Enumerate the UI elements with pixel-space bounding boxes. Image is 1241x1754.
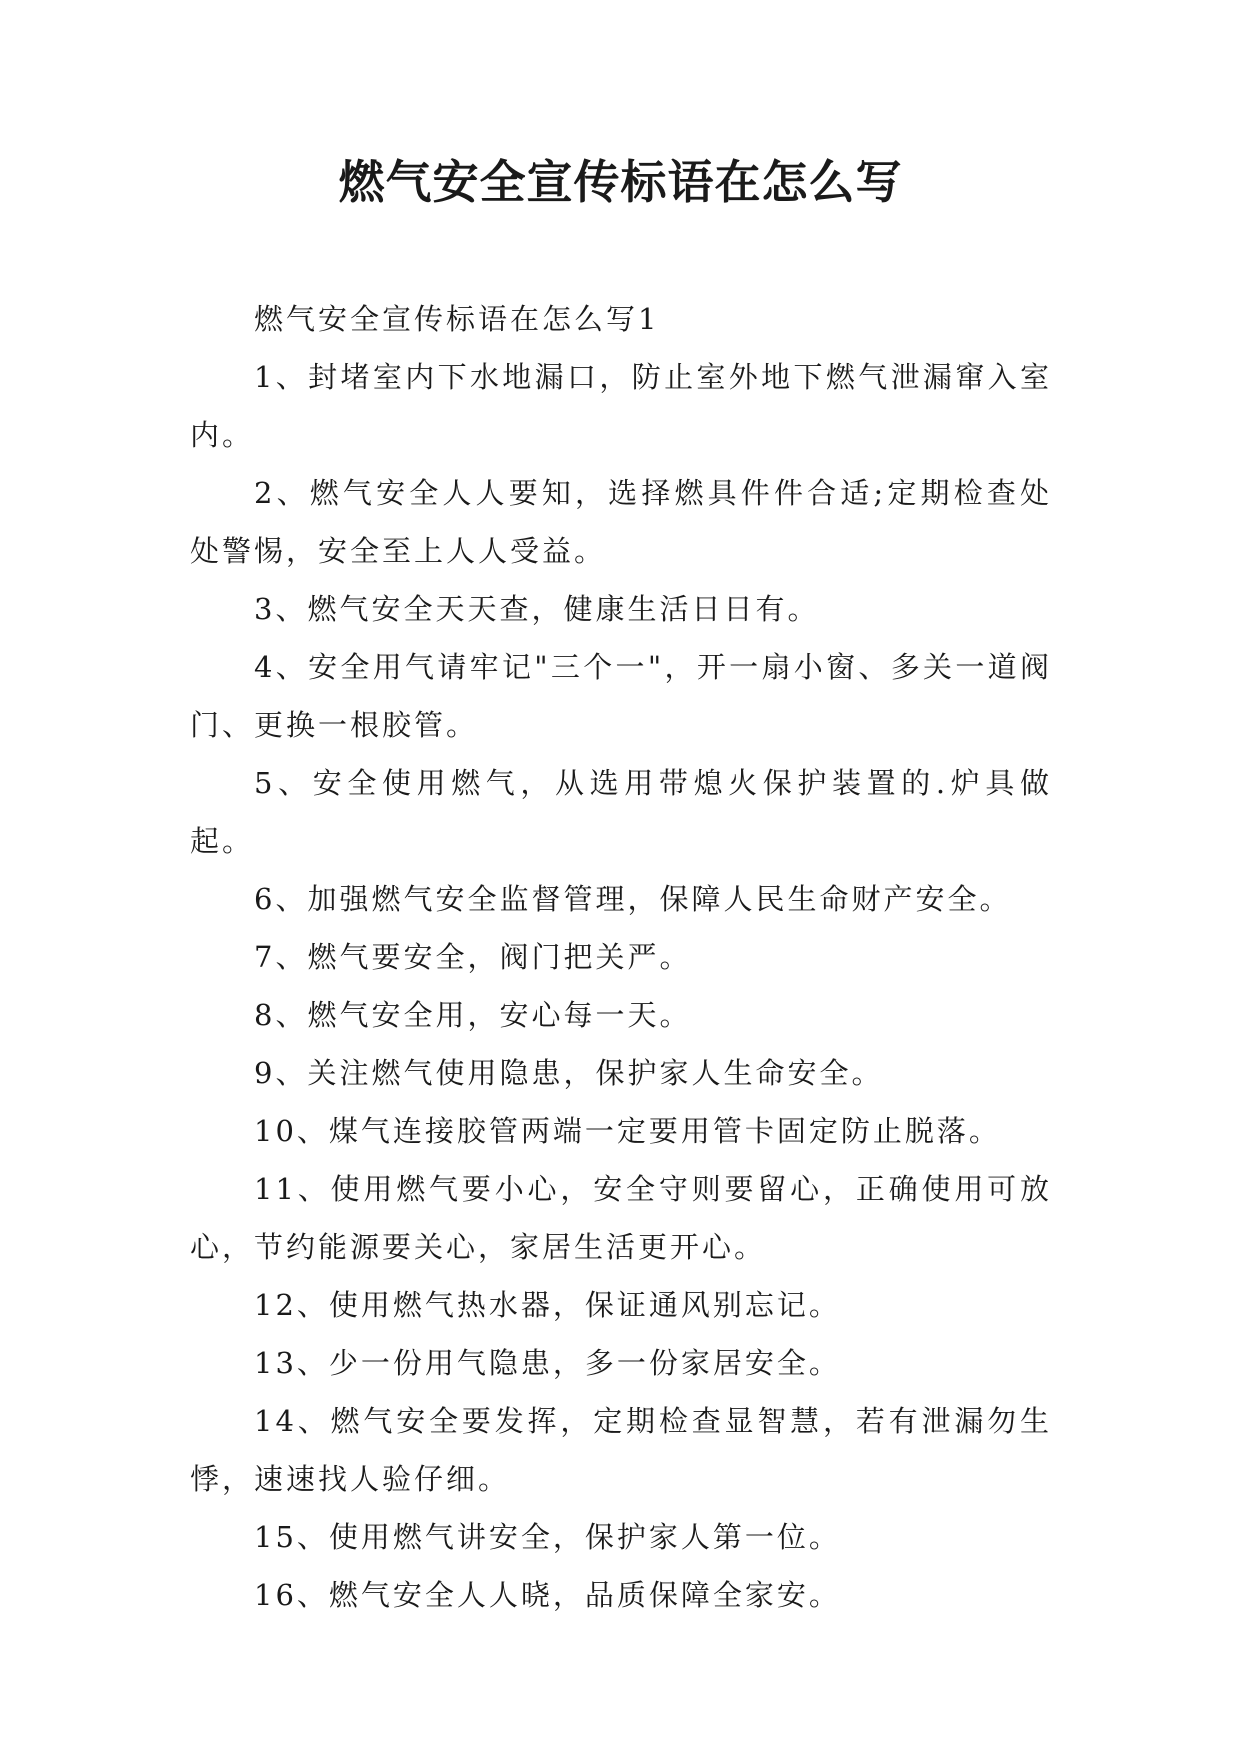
slogan-paragraph: 16、燃气安全人人晓，品质保障全家安。 [254, 1578, 841, 1612]
slogan-paragraph: 8、燃气安全用，安心每一天。 [254, 998, 692, 1032]
document-body [190, 290, 1052, 1624]
document-title: 燃气安全宣传标语在怎么写 [338, 155, 903, 209]
slogan-paragraph: 4、安全用气请牢记"三个一"，开一扇小窗、多关一道阀门、更换一根胶管。 [190, 650, 1052, 742]
slogan-paragraph: 1、封堵室内下水地漏口，防止室外地下燃气泄漏窜入室内。 [190, 360, 1052, 452]
section-heading: 燃气安全宣传标语在怎么写1 [254, 302, 660, 336]
slogan-paragraph: 12、使用燃气热水器，保证通风别忘记。 [254, 1288, 841, 1322]
slogan-paragraph: 5、安全使用燃气，从选用带熄火保护装置的.炉具做起。 [190, 766, 1052, 858]
slogan-paragraph: 10、煤气连接胶管两端一定要用管卡固定防止脱落。 [254, 1114, 1001, 1148]
slogan-paragraph: 15、使用燃气讲安全，保护家人第一位。 [254, 1520, 841, 1554]
slogan-paragraph: 14、燃气安全要发挥，定期检查显智慧，若有泄漏勿生悸，速速找人验仔细。 [190, 1404, 1052, 1496]
slogan-paragraph: 2、燃气安全人人要知，选择燃具件件合适;定期检查处处警惕，安全至上人人受益。 [190, 476, 1052, 568]
slogan-paragraph: 3、燃气安全天天查，健康生活日日有。 [254, 592, 820, 626]
slogan-paragraph: 6、加强燃气安全监督管理，保障人民生命财产安全。 [254, 882, 1012, 916]
slogan-paragraph: 11、使用燃气要小心，安全守则要留心，正确使用可放心，节约能源要关心，家居生活更开心。 [190, 1172, 1052, 1264]
slogan-paragraph: 13、少一份用气隐患，多一份家居安全。 [254, 1346, 841, 1380]
slogan-paragraph: 9、关注燃气使用隐患，保护家人生命安全。 [254, 1056, 884, 1090]
slogan-paragraph: 7、燃气要安全，阀门把关严。 [254, 940, 692, 974]
